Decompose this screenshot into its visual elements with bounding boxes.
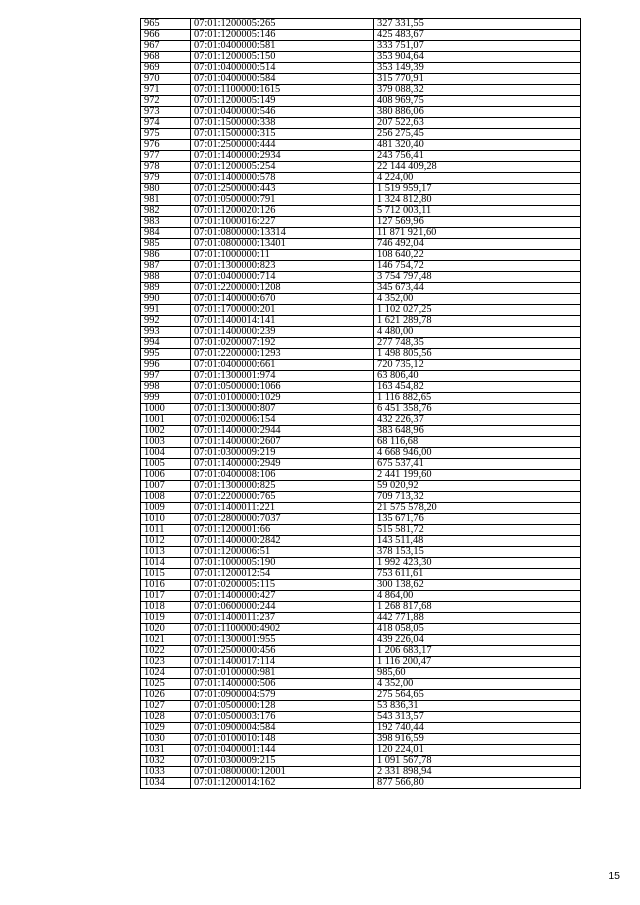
table-row (141, 437, 581, 448)
row-number-cell: 1018 (141, 602, 191, 613)
table-row (141, 514, 581, 525)
row-number-cell: 972 (141, 96, 191, 107)
cadastral-value-cell: 143 511,48 (374, 536, 581, 547)
row-number-cell: 1013 (141, 547, 191, 558)
table-row (141, 107, 581, 118)
table-row (141, 701, 581, 712)
cadastral-number-cell: 07:01:0300009:219 (191, 448, 374, 459)
table-row (141, 602, 581, 613)
cadastral-value-cell: 515 581,72 (374, 525, 581, 536)
table-row (141, 272, 581, 283)
row-number-cell: 1008 (141, 492, 191, 503)
table-row (141, 767, 581, 778)
table-row (141, 19, 581, 30)
cadastral-value-cell: 432 226,37 (374, 415, 581, 426)
table-row (141, 525, 581, 536)
table-row (141, 63, 581, 74)
row-number-cell: 1024 (141, 668, 191, 679)
cadastral-value-cell: 300 138,62 (374, 580, 581, 591)
cadastral-number-cell: 07:01:1200006:51 (191, 547, 374, 558)
row-number-cell: 990 (141, 294, 191, 305)
row-number-cell: 1022 (141, 646, 191, 657)
cadastral-number-cell: 07:01:1200001:66 (191, 525, 374, 536)
cadastral-value-cell: 243 756,41 (374, 151, 581, 162)
cadastral-value-cell: 22 144 409,28 (374, 162, 581, 173)
cadastral-number-cell: 07:01:1200005:265 (191, 19, 374, 30)
table-row (141, 646, 581, 657)
row-number-cell: 1030 (141, 734, 191, 745)
cadastral-value-cell: 985,60 (374, 668, 581, 679)
cadastral-value-cell: 127 569,96 (374, 217, 581, 228)
row-number-cell: 1003 (141, 437, 191, 448)
table-row (141, 173, 581, 184)
row-number-cell: 998 (141, 382, 191, 393)
row-number-cell: 995 (141, 349, 191, 360)
row-number-cell: 968 (141, 52, 191, 63)
cadastral-number-cell: 07:01:1400000:2607 (191, 437, 374, 448)
cadastral-value-cell: 207 522,63 (374, 118, 581, 129)
cadastral-value-cell: 1 992 423,30 (374, 558, 581, 569)
row-number-cell: 1010 (141, 514, 191, 525)
cadastral-value-cell: 5 712 003,11 (374, 206, 581, 217)
cadastral-value-cell: 1 102 027,25 (374, 305, 581, 316)
row-number-cell: 993 (141, 327, 191, 338)
cadastral-value-cell: 4 668 946,00 (374, 448, 581, 459)
table-row (141, 635, 581, 646)
cadastral-number-cell: 07:01:1400000:2934 (191, 151, 374, 162)
cadastral-number-cell: 07:01:1300000:823 (191, 261, 374, 272)
row-number-cell: 983 (141, 217, 191, 228)
row-number-cell: 979 (141, 173, 191, 184)
cadastral-value-cell: 135 671,76 (374, 514, 581, 525)
row-number-cell: 971 (141, 85, 191, 96)
cadastral-value-cell: 543 313,57 (374, 712, 581, 723)
cadastral-value-cell: 63 806,40 (374, 371, 581, 382)
cadastral-number-cell: 07:01:1000016:227 (191, 217, 374, 228)
row-number-cell: 1027 (141, 701, 191, 712)
cadastral-value-cell: 1 519 959,17 (374, 184, 581, 195)
cadastral-value-cell: 1 116 200,47 (374, 657, 581, 668)
row-number-cell: 984 (141, 228, 191, 239)
table-row (141, 294, 581, 305)
cadastral-value-cell: 675 537,41 (374, 459, 581, 470)
table-row (141, 470, 581, 481)
cadastral-value-cell: 398 916,59 (374, 734, 581, 745)
cadastral-number-cell: 07:01:1400000:239 (191, 327, 374, 338)
table-row (141, 547, 581, 558)
cadastral-value-cell: 4 352,00 (374, 294, 581, 305)
cadastral-number-cell: 07:01:1300000:807 (191, 404, 374, 415)
row-number-cell: 1033 (141, 767, 191, 778)
row-number-cell: 997 (141, 371, 191, 382)
row-number-cell: 973 (141, 107, 191, 118)
table-row (141, 613, 581, 624)
cadastral-value-cell: 720 735,12 (374, 360, 581, 371)
cadastral-number-cell: 07:01:1400011:237 (191, 613, 374, 624)
row-number-cell: 1023 (141, 657, 191, 668)
cadastral-number-cell: 07:01:1000005:190 (191, 558, 374, 569)
cadastral-number-cell: 07:01:1200005:150 (191, 52, 374, 63)
table-row (141, 723, 581, 734)
table-row (141, 690, 581, 701)
table-row (141, 184, 581, 195)
row-number-cell: 1017 (141, 591, 191, 602)
table-row (141, 580, 581, 591)
cadastral-number-cell: 07:01:1200020:126 (191, 206, 374, 217)
cadastral-number-cell: 07:01:0100010:148 (191, 734, 374, 745)
cadastral-number-cell: 07:01:2500000:443 (191, 184, 374, 195)
cadastral-value-cell: 315 770,91 (374, 74, 581, 85)
row-number-cell: 1029 (141, 723, 191, 734)
cadastral-number-cell: 07:01:1000000:11 (191, 250, 374, 261)
cadastral-number-cell: 07:01:1200012:54 (191, 569, 374, 580)
row-number-cell: 1016 (141, 580, 191, 591)
row-number-cell: 969 (141, 63, 191, 74)
table-row (141, 448, 581, 459)
table-row (141, 712, 581, 723)
row-number-cell: 977 (141, 151, 191, 162)
cadastral-number-cell: 07:01:1400000:2949 (191, 459, 374, 470)
cadastral-number-cell: 07:01:0400000:546 (191, 107, 374, 118)
row-number-cell: 989 (141, 283, 191, 294)
table-row (141, 624, 581, 635)
table-row (141, 228, 581, 239)
cadastral-number-cell: 07:01:0100000:1029 (191, 393, 374, 404)
table-row (141, 261, 581, 272)
row-number-cell: 1015 (141, 569, 191, 580)
cadastral-value-cell: 481 320,40 (374, 140, 581, 151)
table-row (141, 778, 581, 789)
row-number-cell: 987 (141, 261, 191, 272)
table-row (141, 162, 581, 173)
cadastral-number-cell: 07:01:0400000:661 (191, 360, 374, 371)
cadastral-number-cell: 07:01:1200005:146 (191, 30, 374, 41)
table-row (141, 459, 581, 470)
cadastral-value-cell: 163 454,82 (374, 382, 581, 393)
page-number: 15 (608, 870, 620, 882)
cadastral-value-cell: 4 352,00 (374, 679, 581, 690)
cadastral-value-cell: 327 331,55 (374, 19, 581, 30)
row-number-cell: 992 (141, 316, 191, 327)
cadastral-number-cell: 07:01:1200005:149 (191, 96, 374, 107)
cadastral-value-cell: 277 748,35 (374, 338, 581, 349)
cadastral-number-cell: 07:01:1400000:670 (191, 294, 374, 305)
cadastral-number-cell: 07:01:2200000:765 (191, 492, 374, 503)
table-row (141, 349, 581, 360)
table-row (141, 657, 581, 668)
table-row (141, 745, 581, 756)
cadastral-value-cell: 877 566,80 (374, 778, 581, 789)
row-number-cell: 994 (141, 338, 191, 349)
cadastral-number-cell: 07:01:0400000:581 (191, 41, 374, 52)
cadastral-number-cell: 07:01:0500003:176 (191, 712, 374, 723)
cadastral-number-cell: 07:01:0800000:13314 (191, 228, 374, 239)
cadastral-number-cell: 07:01:0200005:115 (191, 580, 374, 591)
table-row (141, 250, 581, 261)
cadastral-number-cell: 07:01:0800000:13401 (191, 239, 374, 250)
cadastral-number-cell: 07:01:1500000:315 (191, 129, 374, 140)
row-number-cell: 1011 (141, 525, 191, 536)
table-row (141, 536, 581, 547)
cadastral-value-cell: 378 153,15 (374, 547, 581, 558)
table-row (141, 481, 581, 492)
cadastral-value-cell: 53 836,31 (374, 701, 581, 712)
row-number-cell: 991 (141, 305, 191, 316)
cadastral-number-cell: 07:01:0400000:514 (191, 63, 374, 74)
cadastral-value-cell: 6 451 358,76 (374, 404, 581, 415)
cadastral-number-cell: 07:01:0500000:791 (191, 195, 374, 206)
cadastral-number-cell: 07:01:2500000:456 (191, 646, 374, 657)
cadastral-number-cell: 07:01:1500000:338 (191, 118, 374, 129)
cadastral-value-cell: 439 226,04 (374, 635, 581, 646)
cadastral-value-cell: 408 969,75 (374, 96, 581, 107)
cadastral-value-cell: 1 116 882,65 (374, 393, 581, 404)
row-number-cell: 985 (141, 239, 191, 250)
table-row (141, 371, 581, 382)
row-number-cell: 1006 (141, 470, 191, 481)
cadastral-value-cell: 68 116,68 (374, 437, 581, 448)
row-number-cell: 1021 (141, 635, 191, 646)
cadastral-value-cell: 1 091 567,78 (374, 756, 581, 767)
cadastral-number-cell: 07:01:0100000:981 (191, 668, 374, 679)
row-number-cell: 1000 (141, 404, 191, 415)
cadastral-number-cell: 07:01:1100000:1615 (191, 85, 374, 96)
table-row (141, 382, 581, 393)
cadastral-number-cell: 07:01:1400000:427 (191, 591, 374, 602)
cadastral-number-cell: 07:01:1300001:955 (191, 635, 374, 646)
table-row (141, 492, 581, 503)
row-number-cell: 1032 (141, 756, 191, 767)
table-row (141, 393, 581, 404)
table-row (141, 415, 581, 426)
cadastral-number-cell: 07:01:1300001:974 (191, 371, 374, 382)
cadastral-number-cell: 07:01:1300000:825 (191, 481, 374, 492)
table-row (141, 558, 581, 569)
row-number-cell: 986 (141, 250, 191, 261)
row-number-cell: 988 (141, 272, 191, 283)
cadastral-number-cell: 07:01:0400000:714 (191, 272, 374, 283)
table-row (141, 503, 581, 514)
table-row (141, 404, 581, 415)
row-number-cell: 1012 (141, 536, 191, 547)
table-row (141, 426, 581, 437)
table-row (141, 338, 581, 349)
cadastral-value-cell: 1 206 683,17 (374, 646, 581, 657)
table-row (141, 129, 581, 140)
row-number-cell: 1026 (141, 690, 191, 701)
table-row (141, 360, 581, 371)
cadastral-value-cell: 379 088,32 (374, 85, 581, 96)
cadastral-value-cell: 2 441 199,60 (374, 470, 581, 481)
table-row (141, 195, 581, 206)
row-number-cell: 981 (141, 195, 191, 206)
cadastral-value-cell: 353 149,39 (374, 63, 581, 74)
cadastral-value-cell: 1 268 817,68 (374, 602, 581, 613)
cadastral-value-cell: 21 575 578,20 (374, 503, 581, 514)
cadastral-value-cell: 442 771,88 (374, 613, 581, 624)
row-number-cell: 976 (141, 140, 191, 151)
row-number-cell: 1031 (141, 745, 191, 756)
table-row (141, 41, 581, 52)
table-row (141, 327, 581, 338)
cadastral-number-cell: 07:01:0400008:106 (191, 470, 374, 481)
table-row (141, 96, 581, 107)
table-row (141, 239, 581, 250)
cadastral-number-cell: 07:01:0900004:584 (191, 723, 374, 734)
cadastral-value-cell: 333 751,07 (374, 41, 581, 52)
table-row (141, 569, 581, 580)
row-number-cell: 1009 (141, 503, 191, 514)
cadastral-number-cell: 07:01:1400017:114 (191, 657, 374, 668)
cadastral-value-cell: 146 754,72 (374, 261, 581, 272)
cadastral-number-cell: 07:01:0800000:12001 (191, 767, 374, 778)
cadastral-value-cell: 1 498 805,56 (374, 349, 581, 360)
cadastral-value-cell: 380 886,06 (374, 107, 581, 118)
cadastral-value-cell: 418 058,05 (374, 624, 581, 635)
row-number-cell: 1034 (141, 778, 191, 789)
row-number-cell: 967 (141, 41, 191, 52)
cadastral-value-cell: 746 492,04 (374, 239, 581, 250)
cadastral-number-cell: 07:01:1400000:2944 (191, 426, 374, 437)
cadastral-number-cell: 07:01:2200000:1208 (191, 283, 374, 294)
cadastral-number-cell: 07:01:2200000:1293 (191, 349, 374, 360)
table-row (141, 85, 581, 96)
cadastral-number-cell: 07:01:1400011:221 (191, 503, 374, 514)
cadastral-value-cell: 11 871 921,60 (374, 228, 581, 239)
row-number-cell: 978 (141, 162, 191, 173)
row-number-cell: 1005 (141, 459, 191, 470)
table-row (141, 305, 581, 316)
cadastral-value-cell: 4 480,00 (374, 327, 581, 338)
cadastral-value-table (140, 18, 581, 789)
row-number-cell: 1019 (141, 613, 191, 624)
table-row (141, 118, 581, 129)
table-body (141, 19, 581, 789)
cadastral-number-cell: 07:01:0400000:584 (191, 74, 374, 85)
row-number-cell: 975 (141, 129, 191, 140)
cadastral-value-cell: 753 611,61 (374, 569, 581, 580)
row-number-cell: 965 (141, 19, 191, 30)
cadastral-value-cell: 59 020,92 (374, 481, 581, 492)
row-number-cell: 966 (141, 30, 191, 41)
cadastral-number-cell: 07:01:0500000:1066 (191, 382, 374, 393)
cadastral-value-cell: 275 564,65 (374, 690, 581, 701)
cadastral-number-cell: 07:01:0200006:154 (191, 415, 374, 426)
table-row (141, 591, 581, 602)
cadastral-number-cell: 07:01:0300009:215 (191, 756, 374, 767)
row-number-cell: 1025 (141, 679, 191, 690)
cadastral-value-cell: 192 740,44 (374, 723, 581, 734)
cadastral-number-cell: 07:01:1200014:162 (191, 778, 374, 789)
cadastral-number-cell: 07:01:1400000:2842 (191, 536, 374, 547)
table-row (141, 679, 581, 690)
cadastral-number-cell: 07:01:2500000:444 (191, 140, 374, 151)
table-row (141, 30, 581, 41)
cadastral-number-cell: 07:01:0600000:244 (191, 602, 374, 613)
cadastral-value-cell: 345 673,44 (374, 283, 581, 294)
cadastral-value-cell: 1 324 812,80 (374, 195, 581, 206)
table-row (141, 734, 581, 745)
cadastral-number-cell: 07:01:1400000:578 (191, 173, 374, 184)
row-number-cell: 970 (141, 74, 191, 85)
table-row (141, 52, 581, 63)
cadastral-value-cell: 425 483,67 (374, 30, 581, 41)
table-row (141, 140, 581, 151)
table-row (141, 283, 581, 294)
cadastral-number-cell: 07:01:1700000:201 (191, 305, 374, 316)
cadastral-value-cell: 4 864,00 (374, 591, 581, 602)
row-number-cell: 1028 (141, 712, 191, 723)
table-row (141, 217, 581, 228)
cadastral-value-cell: 709 713,32 (374, 492, 581, 503)
row-number-cell: 996 (141, 360, 191, 371)
cadastral-number-cell: 07:01:0400001:144 (191, 745, 374, 756)
cadastral-number-cell: 07:01:1400000:506 (191, 679, 374, 690)
cadastral-number-cell: 07:01:0900004:579 (191, 690, 374, 701)
cadastral-value-cell: 4 224,00 (374, 173, 581, 184)
row-number-cell: 974 (141, 118, 191, 129)
cadastral-number-cell: 07:01:0500000:128 (191, 701, 374, 712)
cadastral-number-cell: 07:01:1200005:254 (191, 162, 374, 173)
cadastral-value-cell: 1 621 289,78 (374, 316, 581, 327)
cadastral-number-cell: 07:01:1100000:4902 (191, 624, 374, 635)
cadastral-value-cell: 383 648,96 (374, 426, 581, 437)
cadastral-value-cell: 120 224,01 (374, 745, 581, 756)
row-number-cell: 999 (141, 393, 191, 404)
cadastral-value-cell: 108 640,22 (374, 250, 581, 261)
cadastral-number-cell: 07:01:2800000:7037 (191, 514, 374, 525)
row-number-cell: 980 (141, 184, 191, 195)
row-number-cell: 1002 (141, 426, 191, 437)
table-row (141, 206, 581, 217)
cadastral-value-cell: 2 331 898,94 (374, 767, 581, 778)
table-row (141, 668, 581, 679)
row-number-cell: 982 (141, 206, 191, 217)
cadastral-number-cell: 07:01:1400014:141 (191, 316, 374, 327)
table-row (141, 74, 581, 85)
table-row (141, 756, 581, 767)
row-number-cell: 1007 (141, 481, 191, 492)
table-row (141, 316, 581, 327)
row-number-cell: 1001 (141, 415, 191, 426)
cadastral-value-cell: 353 904,64 (374, 52, 581, 63)
cadastral-value-cell: 3 754 797,48 (374, 272, 581, 283)
row-number-cell: 1020 (141, 624, 191, 635)
row-number-cell: 1004 (141, 448, 191, 459)
table-row (141, 151, 581, 162)
cadastral-number-cell: 07:01:0200007:192 (191, 338, 374, 349)
row-number-cell: 1014 (141, 558, 191, 569)
cadastral-value-cell: 256 275,45 (374, 129, 581, 140)
